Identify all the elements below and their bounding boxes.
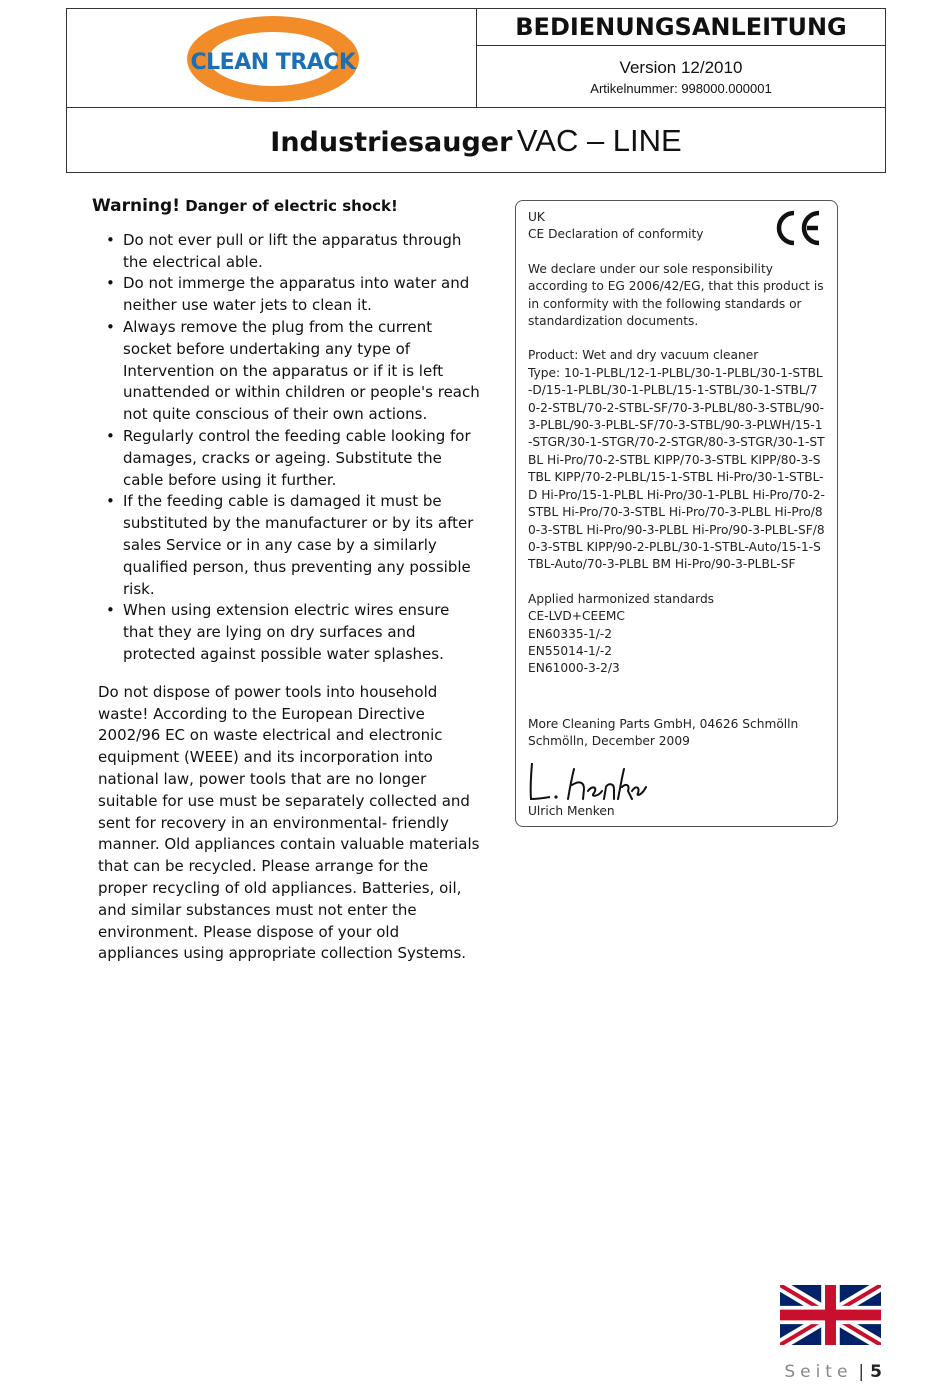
page-number: 5 <box>870 1362 882 1382</box>
ce-signer-name: Ulrich Menken <box>528 803 615 818</box>
logo-text: CLEAN TRACK <box>190 50 356 75</box>
clean-track-logo <box>185 14 361 104</box>
ce-product: Product: Wet and dry vacuum cleaner <box>528 348 759 363</box>
footer-separator: | <box>858 1362 865 1382</box>
list-item: • When using extension electric wires ensure that they are lying on dry surfaces and protected against possible water splashes. <box>123 600 482 665</box>
list-item: • Always remove the plug from the current socket before undertaking any type of Intervention on the apparatus or if it is left unattended or within children or people's reach not quite conscious of their own actions. <box>123 317 482 426</box>
version-cell <box>477 46 885 108</box>
list-item: • Do not immerge the apparatus into water and neither use water jets to clean it. <box>123 273 482 317</box>
ce-product-block <box>528 347 825 573</box>
warning-subtitle: Danger of electric shock! <box>185 197 398 215</box>
ce-company: More Cleaning Parts GmbH, 04626 Schmölln <box>528 716 799 731</box>
list-item: • If the feeding cable is damaged it must be substituted by the manufacturer or by its after sales Service or in any case by a similarly qualified person, thus preventing any possible risk. <box>123 491 482 600</box>
disposal-paragraph: Do not dispose of power tools into household waste! According to the European Directive 2002/96 EC on waste electrical and electronic equipment (WEEE) and its incorporation into national law, power tools that are no longer suitable for use must be separately collected and sent for recovery in an environmental- friendly manner. Old appliances contain valuable materials that can be recycled. Please arrange for the proper recycling of old appliances. Batteries, oil, and similar substances must not enter the environment. Please dispose of your old appliances using appropriate collection Systems. <box>98 682 480 963</box>
ce-type-list: Type: 10-1-PLBL/12-1-PLBL/30-1-PLBL/30-1-STBL-D/15-1-PLBL/30-1-PLBL/15-1-STBL/30-1-STBL/70-2-STBL/70-2-STBL-SF/70-3-PLBL/80-3-STBL/90-3-PLBL/90-3-PLBL-SF/70-3-STBL/90-3-PLWH/15-1-STGR/30-1-STGR/70-2-STGR/80-3-STGR/30-1-STBL Hi-Pro/70-2-STBL KIPP/70-3-STBL KIPP/80-3-STBL KIPP/70-2-PLBL/15-1-STBL Hi-Pro/30-1-STBL-D Hi-Pro/15-1-PLBL Hi-Pro/30-1-PLBL Hi-Pro/70-2-STBL Hi-Pro/70-3-STBL Hi-Pro/70-3-PLBL Hi-Pro/80-3-STBL Hi-Pro/90-3-PLBL Hi-Pro/90-3-PLBL-SF/80-3-STBL KIPP/90-2-PLBL/30-1-STBL-Auto/15-1-STBL-Auto/70-3-PLBL BM Hi-Pro/90-3-PLBL-SF <box>528 365 825 572</box>
warning-heading <box>92 196 482 218</box>
ce-title: CE Declaration of conformity <box>528 227 704 242</box>
ce-country: UK <box>528 210 545 224</box>
signature-icon <box>528 759 648 803</box>
ce-standard: EN61000-3-2/3 <box>528 661 620 676</box>
ce-standards-title: Applied harmonized standards <box>528 591 715 606</box>
title-main: Industriesauger <box>270 127 513 158</box>
logo-cell <box>67 9 477 108</box>
title-sub: VAC – LINE <box>516 123 682 158</box>
warning-label: Warning! <box>92 196 180 216</box>
page-footer <box>784 1362 882 1382</box>
ce-signature-block <box>528 759 825 820</box>
article-number: Artikelnummer: 998000.000001 <box>590 81 772 96</box>
ce-standard: EN55014-1/-2 <box>528 643 612 658</box>
list-item: • Regularly control the feeding cable looking for damages, cracks or ageing. Substitute the cable before using it further. <box>123 426 482 491</box>
document-title <box>67 108 885 174</box>
ce-mark-icon <box>773 209 823 247</box>
ce-standards-block <box>528 591 825 678</box>
ce-declaration-box <box>515 200 838 827</box>
document-header <box>66 8 886 173</box>
ce-place-date: Schmölln, December 2009 <box>528 734 690 749</box>
safety-column <box>92 196 482 965</box>
version-text: Version 12/2010 <box>619 58 743 77</box>
ce-standard: CE-LVD+CEEMC <box>528 609 625 624</box>
ce-standard: EN60335-1/-2 <box>528 626 612 641</box>
document-type: BEDIENUNGSANLEITUNG <box>477 9 885 46</box>
list-item: • Do not ever pull or lift the apparatus through the electrical able. <box>123 230 482 274</box>
safety-rules-list <box>92 230 482 666</box>
ce-statement: We declare under our sole responsibility according to EG 2006/42/EG, that this product is in conformity with the following standards or standardization documents. <box>528 261 824 329</box>
page-word: Seite <box>784 1362 853 1382</box>
uk-flag-icon <box>780 1285 881 1345</box>
